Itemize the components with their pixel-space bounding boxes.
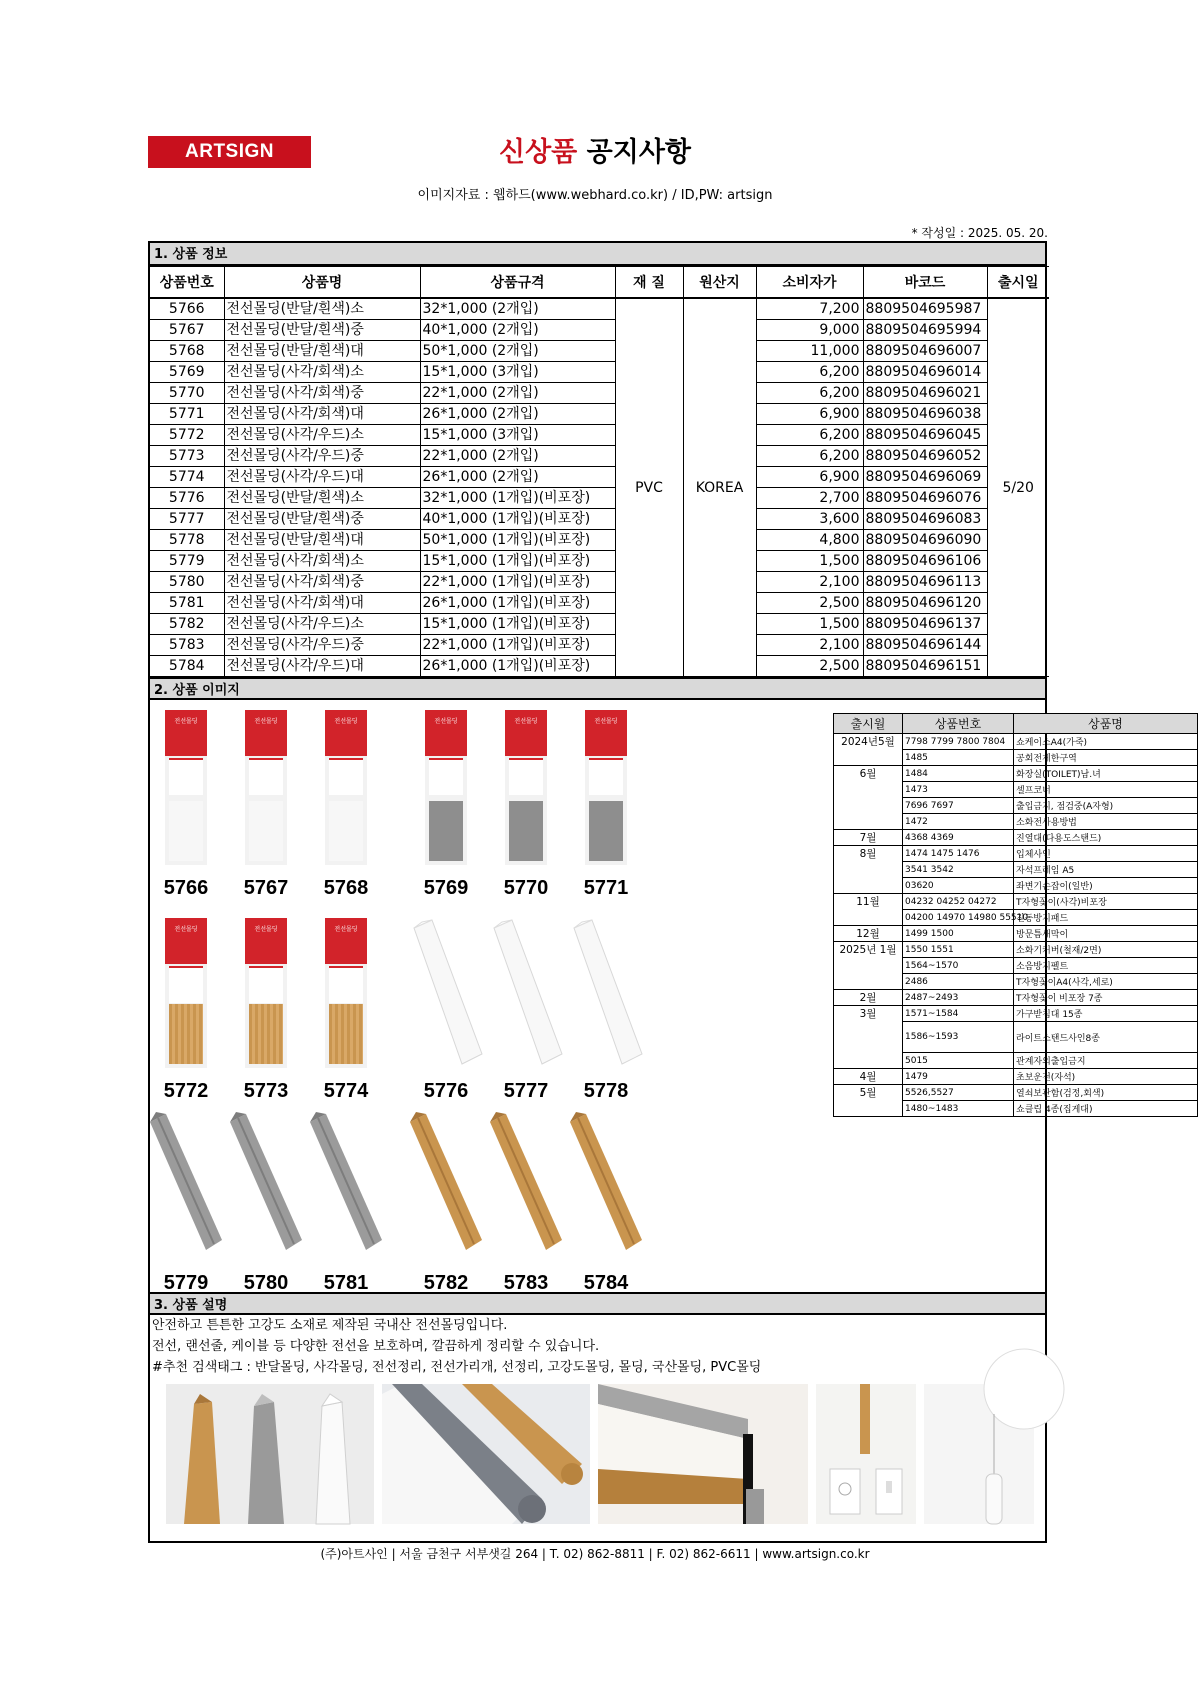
product-image-number: 5771 [583, 877, 629, 899]
product-image-5784 [556, 1110, 656, 1295]
description-line: 안전하고 튼튼한 고강도 소재로 제작된 국내산 전선몰딩입니다. [152, 1318, 508, 1333]
table-row [150, 488, 1049, 509]
barcode: 8809504696113 [863, 572, 987, 593]
release-product-name: 가구받침대 15종 [1014, 1006, 1198, 1022]
release-month: 8월 [834, 846, 903, 894]
product-image-5774 [296, 918, 396, 1103]
square-molding-image [556, 1110, 656, 1260]
table-row [150, 467, 1049, 488]
release-product-name: 열쇠보관함(검정,회색) [1014, 1085, 1198, 1101]
section-product-images-title: 2. 상품 이미지 [150, 677, 1045, 700]
search-tags: #추천 검색태그 : 반달몰딩, 사각몰딩, 전선정리, 전선가리개, 선정리, 고강도몰딩, 몰딩, 국산몰딩, PVC몰딩 [152, 1360, 762, 1375]
barcode: 8809504696090 [863, 530, 987, 551]
release-product-name: T자형꽂이 비포장 7종 [1014, 990, 1198, 1006]
retail-price: 9,000 [756, 320, 863, 341]
origin-cell: KOREA [683, 298, 756, 677]
product-name: 전선몰딩(사각/회색)소 [224, 362, 420, 383]
product-image-number: 5768 [323, 877, 369, 899]
product-name: 전선몰딩(사각/우드)중 [224, 635, 420, 656]
package-image [425, 710, 467, 865]
product-number: 5778 [150, 530, 224, 551]
release-row [834, 766, 1198, 782]
release-product-numbers: 1473 [903, 782, 1014, 798]
product-name: 전선몰딩(반달/흰색)소 [224, 298, 420, 320]
image-source-note: 이미지자료 : 웹하드(www.webhard.co.kr) / ID,PW: artsign [417, 188, 773, 203]
product-spec: 15*1,000 (3개입) [420, 425, 615, 446]
retail-price: 2,500 [756, 593, 863, 614]
release-row [834, 926, 1198, 942]
barcode: 8809504696083 [863, 509, 987, 530]
release-column-header: 상품번호 [903, 714, 1014, 734]
notice-frame [148, 241, 1123, 1543]
product-name: 전선몰딩(반달/흰색)중 [224, 509, 420, 530]
column-header: 바코드 [863, 267, 987, 299]
product-name: 전선몰딩(반달/흰색)중 [224, 320, 420, 341]
retail-price: 6,200 [756, 425, 863, 446]
retail-price: 6,900 [756, 467, 863, 488]
retail-price: 4,800 [756, 530, 863, 551]
release-product-numbers: 5526,5527 [903, 1085, 1014, 1101]
barcode: 8809504696014 [863, 362, 987, 383]
package-label: 전선몰딩 [174, 926, 198, 933]
table-row [150, 551, 1049, 572]
barcode: 8809504696120 [863, 593, 987, 614]
product-image-number: 5777 [503, 1080, 549, 1102]
product-spec: 40*1,000 (1개입)(비포장) [420, 509, 615, 530]
barcode: 8809504696144 [863, 635, 987, 656]
package-label: 전선몰딩 [434, 718, 458, 725]
product-name: 전선몰딩(사각/우드)대 [224, 467, 420, 488]
release-header-row [834, 714, 1198, 734]
barcode: 8809504696069 [863, 467, 987, 488]
barcode: 8809504696045 [863, 425, 987, 446]
product-image-number: 5769 [423, 877, 469, 899]
product-image-number: 5774 [323, 1080, 369, 1102]
usage-photos [150, 1378, 1045, 1524]
retail-price: 11,000 [756, 341, 863, 362]
product-spec: 22*1,000 (2개입) [420, 383, 615, 404]
package-image [505, 710, 547, 865]
package-label: 전선몰딩 [594, 718, 618, 725]
release-product-name: 소음방지펠트 [1014, 958, 1198, 974]
product-image-number: 5776 [423, 1080, 469, 1102]
section-product-info-title: 1. 상품 정보 [150, 243, 1045, 266]
product-image-number: 5773 [243, 1080, 289, 1102]
photo-installed-shelf [598, 1384, 808, 1524]
product-spec: 22*1,000 (1개입)(비포장) [420, 635, 615, 656]
barcode: 8809504696007 [863, 341, 987, 362]
release-product-name: 진동방지패드 [1014, 910, 1198, 926]
product-number: 5776 [150, 488, 224, 509]
release-column-header: 출시월 [834, 714, 903, 734]
release-product-numbers: 1586~1593 [903, 1022, 1014, 1053]
column-header: 재 질 [615, 267, 683, 299]
product-number: 5779 [150, 551, 224, 572]
product-spec: 15*1,000 (1개입)(비포장) [420, 551, 615, 572]
release-month: 2025년 1월 [834, 942, 903, 990]
release-month: 6월 [834, 766, 903, 830]
package-label: 전선몰딩 [174, 718, 198, 725]
title-rest: 공지사항 [577, 137, 691, 168]
product-number: 5774 [150, 467, 224, 488]
product-image-number: 5781 [323, 1272, 369, 1294]
product-name: 전선몰딩(반달/흰색)대 [224, 341, 420, 362]
barcode: 8809504696076 [863, 488, 987, 509]
release-month: 2월 [834, 990, 903, 1006]
package-label: 전선몰딩 [254, 718, 278, 725]
product-image-number: 5772 [163, 1080, 209, 1102]
table-row [150, 446, 1049, 467]
retail-price: 1,500 [756, 551, 863, 572]
product-name: 전선몰딩(사각/회색)중 [224, 572, 420, 593]
release-product-numbers: 3541 3542 [903, 862, 1014, 878]
product-spec: 15*1,000 (1개입)(비포장) [420, 614, 615, 635]
release-product-numbers: 03620 [903, 878, 1014, 894]
product-number: 5784 [150, 656, 224, 677]
product-number: 5770 [150, 383, 224, 404]
retail-price: 2,100 [756, 635, 863, 656]
release-month: 12월 [834, 926, 903, 942]
product-name: 전선몰딩(사각/회색)대 [224, 404, 420, 425]
product-image-number: 5767 [243, 877, 289, 899]
package-label: 전선몰딩 [254, 926, 278, 933]
product-number: 5766 [150, 298, 224, 320]
release-row [834, 990, 1198, 1006]
release-product-name: 관계자외출입금지 [1014, 1053, 1198, 1069]
release-month: 11월 [834, 894, 903, 926]
product-number: 5769 [150, 362, 224, 383]
release-product-name: 공회전제한구역 [1014, 750, 1198, 766]
release-product-name: 라이트스탠드사인8종 [1014, 1022, 1198, 1053]
release-product-name: 소화전사용방법 [1014, 814, 1198, 830]
release-product-name: 입체사인 [1014, 846, 1198, 862]
product-image-5771 [556, 710, 656, 900]
release-product-numbers: 7696 7697 [903, 798, 1014, 814]
release-product-name: 쇼케이스A4(가죽) [1014, 734, 1198, 750]
release-month: 2024년5월 [834, 734, 903, 766]
product-number: 5772 [150, 425, 224, 446]
release-row [834, 846, 1198, 862]
release-product-numbers: 1484 [903, 766, 1014, 782]
product-number: 5771 [150, 404, 224, 425]
table-row [150, 298, 1049, 320]
product-spec: 26*1,000 (1개입)(비포장) [420, 593, 615, 614]
release-product-name: T자형꽂이A4(사각,세로) [1014, 974, 1198, 990]
table-row [150, 614, 1049, 635]
product-image-number: 5770 [503, 877, 549, 899]
release-month: 7월 [834, 830, 903, 846]
barcode: 8809504696038 [863, 404, 987, 425]
retail-price: 1,500 [756, 614, 863, 635]
release-product-numbers: 4368 4369 [903, 830, 1014, 846]
product-spec: 32*1,000 (1개입)(비포장) [420, 488, 615, 509]
package-image [245, 918, 287, 1068]
photo-wall-switch [816, 1384, 916, 1524]
release-product-name: 방문틈새막이 [1014, 926, 1198, 942]
photo-moldings-standing [166, 1384, 374, 1524]
release-product-numbers: 1472 [903, 814, 1014, 830]
retail-price: 6,200 [756, 446, 863, 467]
page-title [0, 130, 1190, 169]
package-image [325, 710, 367, 865]
product-name: 전선몰딩(사각/우드)중 [224, 446, 420, 467]
company-footer: (주)아트사인 | 서울 금천구 서부샛길 264 | T. 02) 862-8811 | F. 02) 862-6611 | www.artsign.co.kr [320, 1547, 870, 1561]
barcode: 8809504696137 [863, 614, 987, 635]
release-row [834, 734, 1198, 750]
photo-half-moldings [382, 1384, 590, 1524]
product-image-number: 5778 [583, 1080, 629, 1102]
column-header: 상품번호 [150, 267, 224, 299]
table-row [150, 320, 1049, 341]
column-header: 원산지 [683, 267, 756, 299]
product-spec: 26*1,000 (1개입)(비포장) [420, 656, 615, 677]
release-product-numbers: 1571~1584 [903, 1006, 1014, 1022]
product-image-number: 5779 [163, 1272, 209, 1294]
retail-price: 6,200 [756, 362, 863, 383]
product-name: 전선몰딩(사각/우드)소 [224, 614, 420, 635]
column-header: 소비자가 [756, 267, 863, 299]
package-image [325, 918, 367, 1068]
release-month: 5월 [834, 1085, 903, 1117]
table-row [150, 425, 1049, 446]
release-product-numbers: 04200 14970 14980 55510 [903, 910, 1014, 926]
table-row [150, 572, 1049, 593]
product-name: 전선몰딩(사각/우드)대 [224, 656, 420, 677]
release-product-numbers: 04232 04252 04272 [903, 894, 1014, 910]
release-month: 4월 [834, 1069, 903, 1085]
release-row [834, 1069, 1198, 1085]
barcode: 8809504696106 [863, 551, 987, 572]
product-image-number: 5780 [243, 1272, 289, 1294]
column-header: 상품규격 [420, 267, 615, 299]
release-product-numbers: 2487~2493 [903, 990, 1014, 1006]
product-image-number: 5766 [163, 877, 209, 899]
product-spec: 15*1,000 (3개입) [420, 362, 615, 383]
release-product-name: 진열대(다용도스탠드) [1014, 830, 1198, 846]
release-product-name: 쇼클립 4종(집게대) [1014, 1101, 1198, 1117]
product-images-area [150, 700, 1123, 1294]
product-number: 5782 [150, 614, 224, 635]
retail-price: 3,600 [756, 509, 863, 530]
table-row [150, 530, 1049, 551]
product-name: 전선몰딩(반달/흰색)대 [224, 530, 420, 551]
table-row [150, 404, 1049, 425]
artsign-logo: ARTSIGN [148, 136, 311, 168]
title-highlight: 신상품 [499, 137, 578, 168]
product-spec: 26*1,000 (2개입) [420, 467, 615, 488]
retail-price: 6,200 [756, 383, 863, 404]
product-description [150, 1315, 1045, 1378]
barcode: 8809504695994 [863, 320, 987, 341]
product-spec: 50*1,000 (2개입) [420, 341, 615, 362]
package-label: 전선몰딩 [514, 718, 538, 725]
section-description-title: 3. 상품 설명 [150, 1292, 1045, 1315]
release-row [834, 1085, 1198, 1101]
release-product-numbers: 1479 [903, 1069, 1014, 1085]
product-number: 5767 [150, 320, 224, 341]
product-image-5768 [296, 710, 396, 900]
release-product-numbers: 1485 [903, 750, 1014, 766]
release-row [834, 830, 1198, 846]
package-image [585, 710, 627, 865]
barcode: 8809504696021 [863, 383, 987, 404]
description-line: 전선, 랜선줄, 케이블 등 다양한 전선을 보호하며, 깔끔하게 정리할 수 있습니다. [152, 1339, 600, 1354]
product-name: 전선몰딩(반달/흰색)소 [224, 488, 420, 509]
release-row [834, 942, 1198, 958]
release-product-name: 화장실(TOILET)남.녀 [1014, 766, 1198, 782]
product-name: 전선몰딩(사각/회색)소 [224, 551, 420, 572]
product-number: 5777 [150, 509, 224, 530]
release-product-numbers: 1474 1475 1476 [903, 846, 1014, 862]
release-product-name: 소화기커버(철재/2면) [1014, 942, 1198, 958]
product-info-table [150, 266, 1049, 677]
release-product-numbers: 7798 7799 7800 7804 [903, 734, 1014, 750]
product-spec: 22*1,000 (1개입)(비포장) [420, 572, 615, 593]
column-header: 출시일 [987, 267, 1049, 299]
material-cell: PVC [615, 298, 683, 677]
package-image [165, 918, 207, 1068]
product-number: 5773 [150, 446, 224, 467]
release-month: 3월 [834, 1006, 903, 1069]
release-product-numbers: 5015 [903, 1053, 1014, 1069]
release-product-name: 셀프코너 [1014, 782, 1198, 798]
release-product-name: 자석프레임 A5 [1014, 862, 1198, 878]
product-spec: 26*1,000 (2개입) [420, 404, 615, 425]
release-product-numbers: 1499 1500 [903, 926, 1014, 942]
half-round-molding-image [556, 918, 656, 1068]
product-number: 5780 [150, 572, 224, 593]
product-image-number: 5782 [423, 1272, 469, 1294]
release-row [834, 1006, 1198, 1022]
table-row [150, 341, 1049, 362]
product-image-5778 [556, 918, 656, 1103]
release-product-name: 좌변기손잡이(일반) [1014, 878, 1198, 894]
photo-pendant-lamp [924, 1384, 1034, 1524]
product-name: 전선몰딩(사각/회색)대 [224, 593, 420, 614]
retail-price: 2,700 [756, 488, 863, 509]
product-spec: 22*1,000 (2개입) [420, 446, 615, 467]
package-image [245, 710, 287, 865]
release-product-name: T자형꽂이(사각)비포장 [1014, 894, 1198, 910]
product-name: 전선몰딩(사각/회색)중 [224, 383, 420, 404]
product-image-number: 5784 [583, 1272, 629, 1294]
product-spec: 40*1,000 (2개입) [420, 320, 615, 341]
product-image-5781 [296, 1110, 396, 1295]
release-product-name: 초보운전(자석) [1014, 1069, 1198, 1085]
product-name: 전선몰딩(사각/우드)소 [224, 425, 420, 446]
table-row [150, 656, 1049, 677]
package-label: 전선몰딩 [334, 926, 358, 933]
release-column-header: 상품명 [1014, 714, 1198, 734]
barcode: 8809504696052 [863, 446, 987, 467]
table-row [150, 635, 1049, 656]
retail-price: 7,200 [756, 298, 863, 320]
product-number: 5768 [150, 341, 224, 362]
table-row [150, 509, 1049, 530]
release-product-numbers: 2486 [903, 974, 1014, 990]
release-product-name: 출입금지, 점검중(A자형) [1014, 798, 1198, 814]
table-row [150, 593, 1049, 614]
release-history-table [833, 713, 1198, 1117]
package-label: 전선몰딩 [334, 718, 358, 725]
release-row [834, 894, 1198, 910]
product-number: 5783 [150, 635, 224, 656]
barcode: 8809504695987 [863, 298, 987, 320]
written-date: * 작성일 : 2025. 05. 20. [911, 226, 1048, 240]
product-image-number: 5783 [503, 1272, 549, 1294]
retail-price: 6,900 [756, 404, 863, 425]
release-product-numbers: 1480~1483 [903, 1101, 1014, 1117]
product-number: 5781 [150, 593, 224, 614]
table-header-row [150, 267, 1049, 299]
retail-price: 2,100 [756, 572, 863, 593]
package-image [165, 710, 207, 865]
release-product-numbers: 1550 1551 [903, 942, 1014, 958]
release-product-numbers: 1564~1570 [903, 958, 1014, 974]
table-row [150, 383, 1049, 404]
product-spec: 32*1,000 (2개입) [420, 298, 615, 320]
release-date-cell: 5/20 [987, 298, 1049, 677]
product-spec: 50*1,000 (1개입)(비포장) [420, 530, 615, 551]
barcode: 8809504696151 [863, 656, 987, 677]
square-molding-image [296, 1110, 396, 1260]
column-header: 상품명 [224, 267, 420, 299]
retail-price: 2,500 [756, 656, 863, 677]
table-row [150, 362, 1049, 383]
